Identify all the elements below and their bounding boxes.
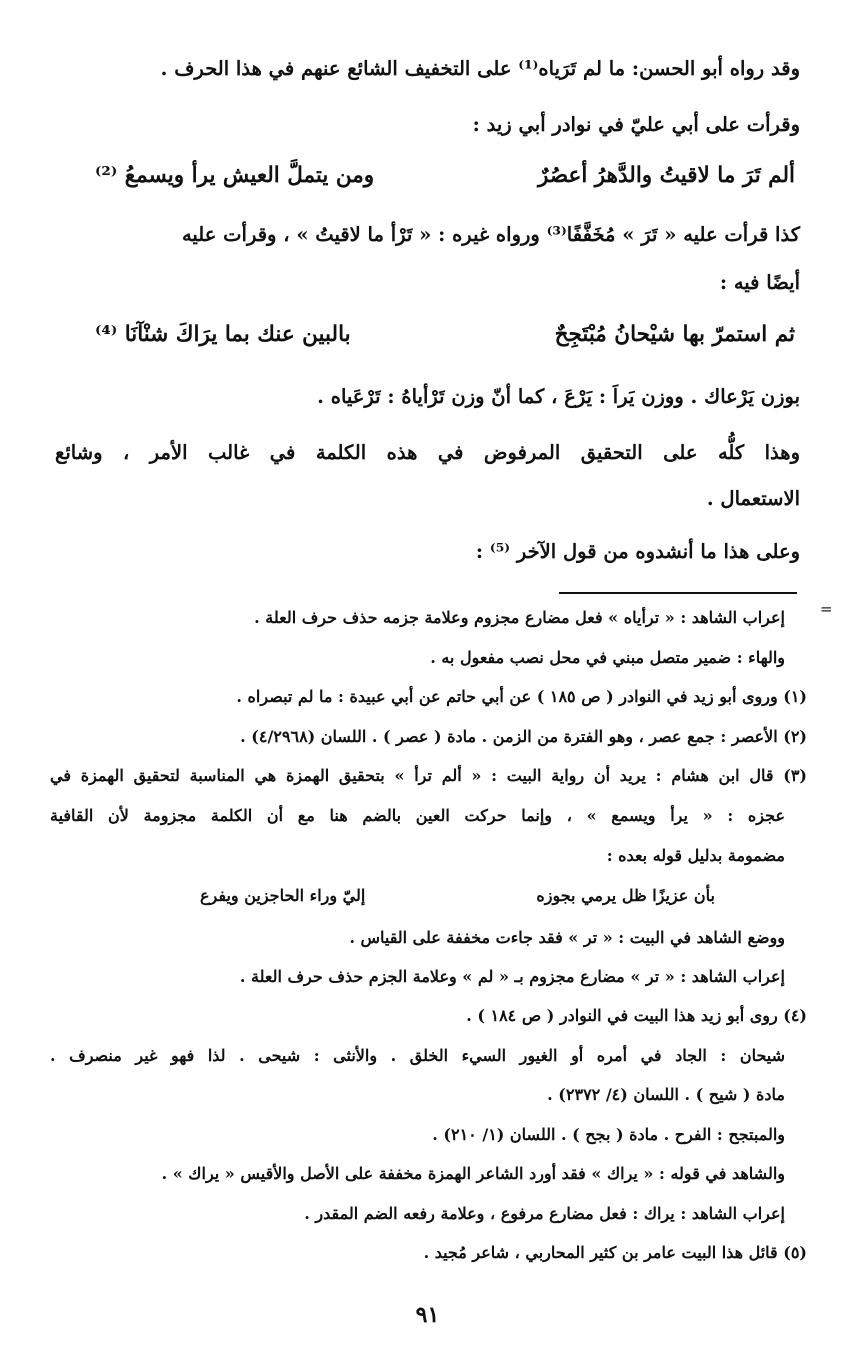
footnote-line: عجزه : « يرأ ويسمع » ، وإنما حركت العين بالضم هنا مع أن الكلمة مجزومة لأن القافية [50, 806, 786, 825]
main-text-line: وقرأت على أبي عليّ في نوادر أبي زيد : [472, 113, 800, 136]
footnote-line: إعراب الشاهد : « ترأياه » فعل مضارع مجزوم وعلامة جزمه حذف حرف العلة . [254, 608, 785, 627]
footnote-line: والشاهد في قوله : « يراك » فقد أورد الشاعر الهمزة مخففة على الأصل والأقيس « يراك » . [161, 1164, 785, 1183]
verse-second-hemistich: إليّ وراء الحاجزين ويفرع [200, 886, 366, 905]
footnote-line: والهاء : ضمير متصل مبني في محل نصب مفعول به . [430, 648, 785, 667]
footnote-line: مادة ( شيح ) . اللسان (٤/ ٢٣٧٢) . [547, 1085, 785, 1104]
footnote-line: مضمومة بدليل قوله بعده : [606, 846, 785, 865]
verse-second-hemistich: بالبين عنك بما يرَاكَ شنْآنَا ⁽⁴⁾ [95, 322, 351, 347]
main-text-line: أيضًا فيه : [719, 271, 800, 294]
footnote-line: ووضع الشاهد في البيت : « تر » فقد جاءت مخففة على القياس . [349, 928, 785, 947]
main-text-line: وعلى هذا ما أنشدوه من قول الآخر ⁽⁵⁾ : [475, 540, 800, 563]
verse [95, 322, 795, 362]
footnote-verse [200, 886, 715, 912]
footnote-3: (٣) قال ابن هشام : يريد أن رواية البيت : « ألم ترأ » بتحقيق الهمزة هي المناسبة لتحقيق الهمزة في [50, 766, 807, 785]
footnote-separator [559, 592, 797, 594]
footnote-1: (١) وروى أبو زيد في النوادر ( ص ١٨٥ ) عن أبي حاتم عن أبي عبيدة : ما لم تبصراه . [236, 687, 807, 706]
verse [95, 163, 795, 203]
verse-first-hemistich: ثم استمرّ بها شيْحانُ مُبْتَجِحٌ [554, 322, 795, 347]
verse-first-hemistich: بأن عزيزًا ظل يرمي بجوزه [536, 886, 715, 905]
footnote-continuation-mark: = [820, 600, 833, 618]
verse-second-hemistich: ومن يتملَّ العيش يرأ ويسمعُ ⁽²⁾ [95, 163, 375, 188]
main-text-line: بوزن يَرْعاك . ووزن يَراَ : يَرْعَ ، كما أنّ وزن تَرْأياهُ : تَرْعَياه . [317, 385, 800, 408]
footnote-line: إعراب الشاهد : « تر » مضارع مجزوم بـ « لم » وعلامة الجزم حذف حرف العلة . [239, 967, 785, 986]
verse-first-hemistich: ألم تَرَ ما لاقيتُ والدَّهرُ أعصُرٌ [537, 163, 795, 188]
main-text-line: وقد رواه أبو الحسن: ما لم تَرَياه⁽¹⁾ على التخفيف الشائع عنهم في هذا الحرف . [160, 57, 800, 80]
footnote-line: شيحان : الجاد في أمره أو الغيور السيء الخلق . والأنثى : شيحى . لذا فهو غير منصرف . [50, 1046, 785, 1065]
main-text-line: الاستعمال . [706, 487, 800, 510]
footnote-line: والمبتجح : الفرح . مادة ( بجح ) . اللسان (١/ ٢١٠) . [432, 1125, 785, 1144]
page-number: ٩١ [415, 1302, 440, 1328]
footnote-5: (٥) قائل هذا البيت عامر بن كثير المحاربي ، شاعر مُجيد . [423, 1243, 807, 1262]
main-text-line: كذا قرأت عليه « تَرَ » مُخَفَّفًا⁽³⁾ ورواه غيره : « تَرْأ ما لاقيتُ » ، وقرأت عليه [181, 223, 800, 246]
footnote-4: (٤) روى أبو زيد هذا البيت في النوادر ( ص ١٨٤ ) . [466, 1006, 807, 1025]
footnote-line: إعراب الشاهد : يراك : فعل مضارع مرفوع ، وعلامة رفعه الضم المقدر . [304, 1204, 785, 1223]
main-text-line: وهذا كلُّه على التحقيق المرفوض في هذه الكلمة في غالب الأمر ، وشائع [55, 441, 800, 464]
footnote-2: (٢) الأعصر : جمع عصر ، وهو الفترة من الزمن . مادة ( عصر ) . اللسان (٤/٢٩٦٨) . [240, 727, 807, 746]
